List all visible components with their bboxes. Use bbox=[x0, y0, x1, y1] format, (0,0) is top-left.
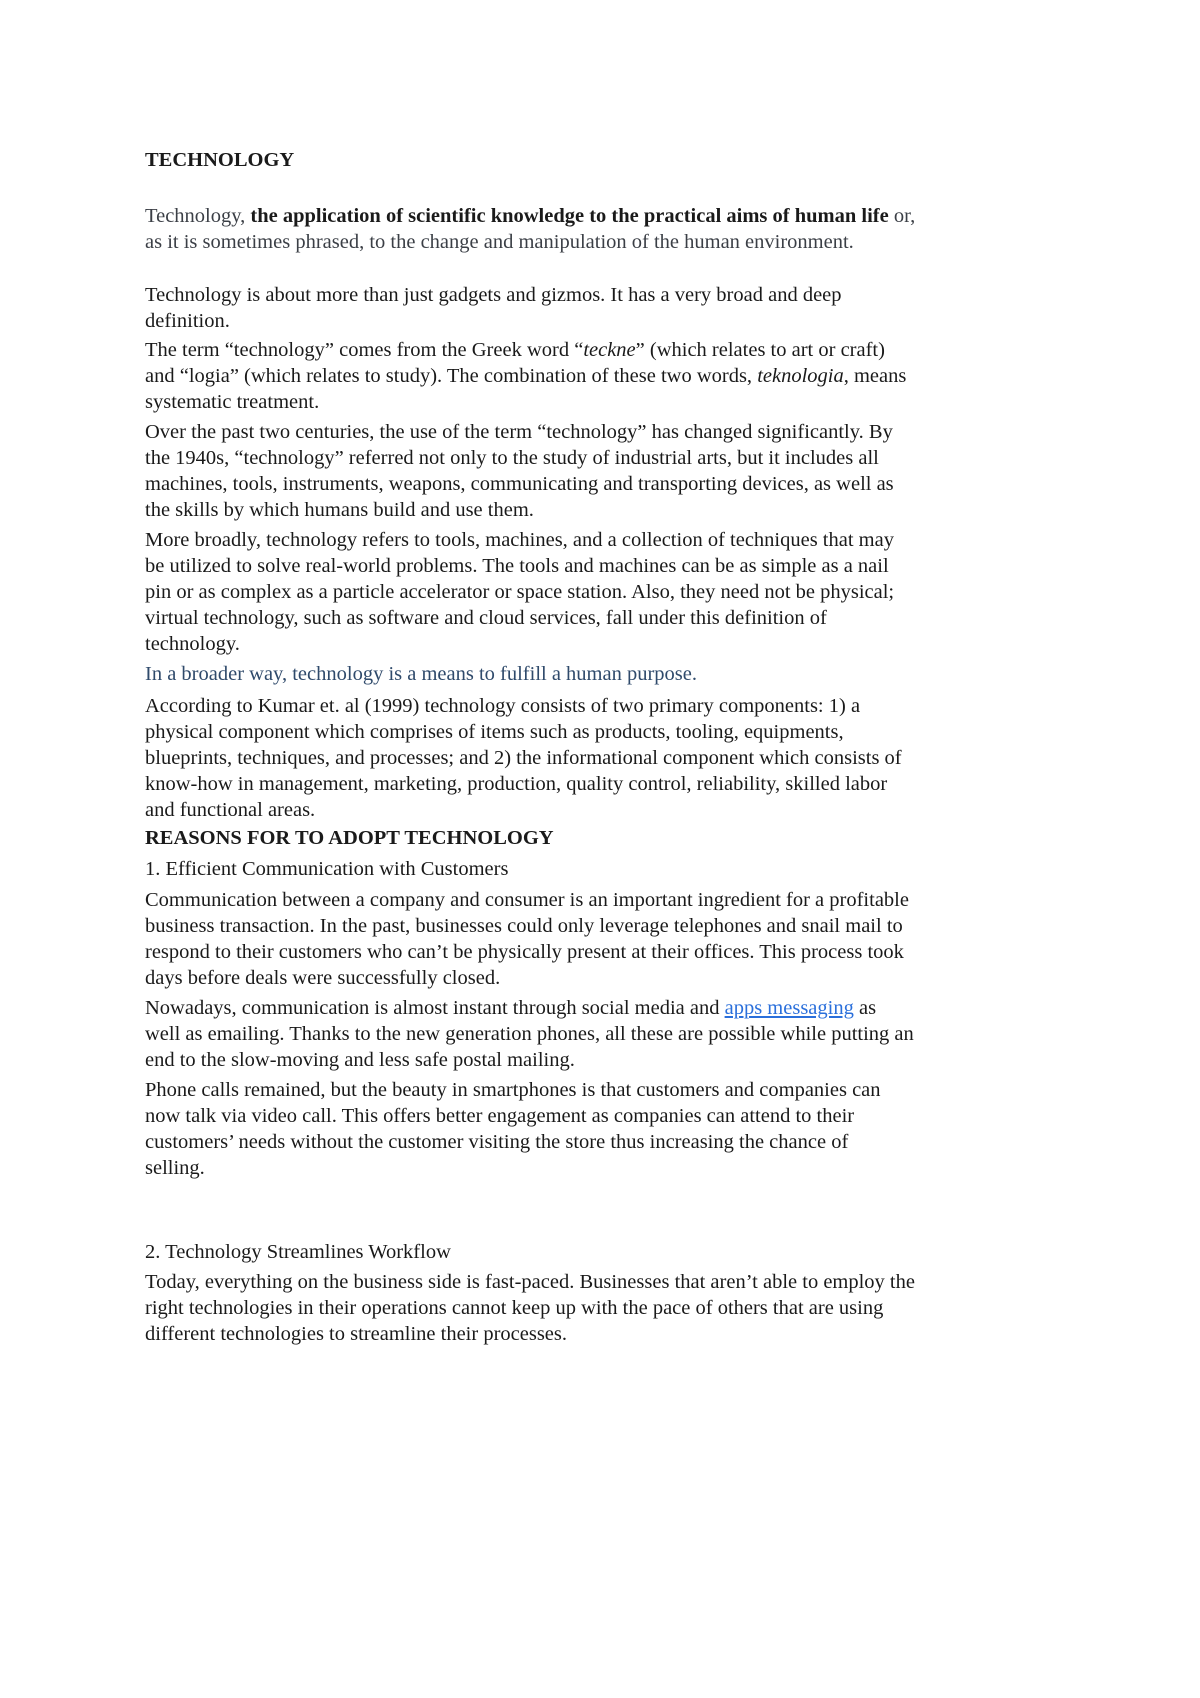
paragraph-phone-calls-line-3: customers’ needs without the customer visiting the store thus increasing the chance of bbox=[145, 1131, 849, 1153]
paragraph-broadly-line-5: technology. bbox=[145, 633, 240, 655]
paragraph-communication-line-3: respond to their customers who can’t be physically present at their offices. This process took bbox=[145, 941, 904, 963]
italic-term: teknologia bbox=[757, 365, 844, 387]
paragraph-nowadays-line-2: well as emailing. Thanks to the new generation phones, all these are possible while putting an bbox=[145, 1023, 914, 1045]
paragraph-definition-line-1 bbox=[145, 202, 915, 230]
text-run: The term “technology” comes from the Greek word “ bbox=[145, 339, 584, 361]
paragraph-workflow-line-1: Today, everything on the business side is fast-paced. Businesses that aren’t able to employ the bbox=[145, 1271, 915, 1293]
paragraph-etymology-line-3: systematic treatment. bbox=[145, 391, 320, 413]
text-run: and “logia” (which relates to study). The combination of these two words, bbox=[145, 365, 758, 387]
paragraph-communication-line-4: days before deals were successfully closed. bbox=[145, 967, 501, 989]
paragraph-etymology-line-1 bbox=[145, 336, 885, 364]
paragraph-phone-calls-line-1: Phone calls remained, but the beauty in smartphones is that customers and companies can bbox=[145, 1079, 881, 1101]
text-run: , means bbox=[843, 365, 907, 387]
text-run: Nowadays, communication is almost instant through social media and bbox=[145, 997, 725, 1019]
italic-term: teckne bbox=[583, 339, 636, 361]
text-run: or, bbox=[888, 205, 916, 227]
paragraph-broadly-line-1: More broadly, technology refers to tools, machines, and a collection of techniques that may bbox=[145, 529, 894, 551]
paragraph-kumar-line-3: blueprints, techniques, and processes; and 2) the informational component which consists of bbox=[145, 747, 902, 769]
subheading-workflow: 2. Technology Streamlines Workflow bbox=[145, 1241, 451, 1263]
text-run: Technology, bbox=[145, 205, 251, 227]
paragraph-broadly-line-4: virtual technology, such as software and cloud services, fall under this definition of bbox=[145, 607, 827, 629]
paragraph-kumar-line-1: According to Kumar et. al (1999) technology consists of two primary components: 1) a bbox=[145, 695, 861, 717]
paragraph-nowadays-line-3: end to the slow-moving and less safe postal mailing. bbox=[145, 1049, 575, 1071]
paragraph-communication-line-1: Communication between a company and consumer is an important ingredient for a profitable bbox=[145, 889, 909, 911]
section-heading-reasons: REASONS FOR TO ADOPT TECHNOLOGY bbox=[145, 827, 554, 849]
paragraph-nowadays-line-1 bbox=[145, 994, 876, 1022]
paragraph-etymology-line-2 bbox=[145, 362, 906, 390]
bold-definition: the application of scientific knowledge to the practical aims of human life bbox=[250, 205, 889, 227]
paragraph-workflow-line-3: different technologies to streamline their processes. bbox=[145, 1323, 568, 1345]
paragraph-history-line-3: machines, tools, instruments, weapons, communicating and transporting devices, as well as bbox=[145, 473, 894, 495]
paragraph-broadly-line-3: pin or as complex as a particle accelerator or space station. Also, they need not be physical; bbox=[145, 581, 895, 603]
paragraph-phone-calls-line-2: now talk via video call. This offers better engagement as companies can attend to their bbox=[145, 1105, 855, 1127]
paragraph-purpose: In a broader way, technology is a means to fulfill a human purpose. bbox=[145, 663, 698, 685]
paragraph-history-line-1: Over the past two centuries, the use of the term “technology” has changed significantly. By bbox=[145, 421, 893, 443]
paragraph-history-line-4: the skills by which humans build and use them. bbox=[145, 499, 534, 521]
paragraph-history-line-2: the 1940s, “technology” referred not only to the study of industrial arts, but it includes all bbox=[145, 447, 879, 469]
paragraph-phone-calls-line-4: selling. bbox=[145, 1157, 205, 1179]
subheading-communication: 1. Efficient Communication with Customers bbox=[145, 858, 509, 880]
paragraph-definition-line-2: as it is sometimes phrased, to the change and manipulation of the human environment. bbox=[145, 231, 854, 253]
paragraph-kumar-line-2: physical component which comprises of items such as products, tooling, equipments, bbox=[145, 721, 844, 743]
paragraph-kumar-line-5: and functional areas. bbox=[145, 799, 316, 821]
text-run: ” (which relates to art or craft) bbox=[635, 339, 885, 361]
document-title: TECHNOLOGY bbox=[145, 149, 295, 171]
paragraph-gadgets-line-2: definition. bbox=[145, 310, 230, 332]
paragraph-workflow-line-2: right technologies in their operations cannot keep up with the pace of others that are using bbox=[145, 1297, 884, 1319]
paragraph-communication-line-2: business transaction. In the past, businesses could only leverage telephones and snail mail to bbox=[145, 915, 903, 937]
paragraph-gadgets-line-1: Technology is about more than just gadgets and gizmos. It has a very broad and deep bbox=[145, 284, 842, 306]
paragraph-kumar-line-4: know-how in management, marketing, production, quality control, reliability, skilled labor bbox=[145, 773, 888, 795]
apps-messaging-link[interactable]: apps messaging bbox=[724, 997, 854, 1019]
paragraph-broadly-line-2: be utilized to solve real-world problems. The tools and machines can be as simple as a nail bbox=[145, 555, 889, 577]
text-run: as bbox=[853, 997, 877, 1019]
